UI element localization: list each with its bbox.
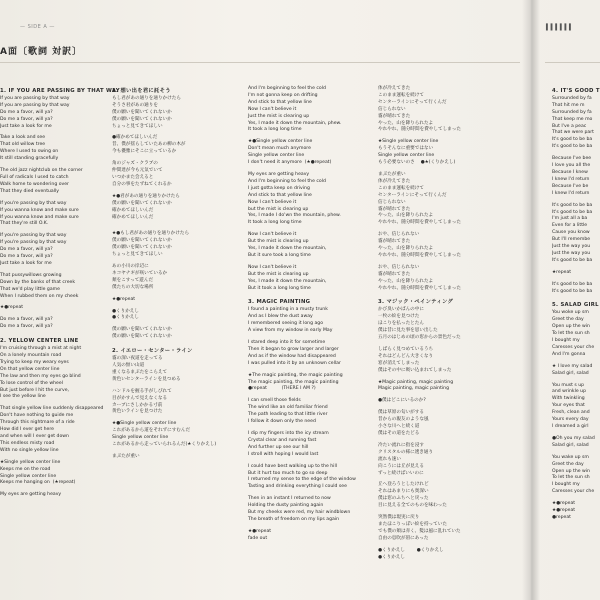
lyric-line: It took a long long time [248,220,302,226]
lyric-line: I knew I'd return [552,176,590,182]
lyric-line: ●くりかえし [112,308,139,314]
lyric-line: Open up the win [552,324,590,330]
song-heading: 4. IT'S GOOD T [552,88,600,94]
lyric-line: With no single yellow line [0,447,59,453]
lyric-line: That single yellow line suddenly disappeared [0,406,104,412]
lyric-line: 目がかすんで見えなくなる [112,395,168,401]
lyric-line: I could have best walking up to the hill [248,463,338,469]
block-gap [248,543,372,548]
lyric-line: ●repeat (THERE I AM ?) [248,386,316,392]
lyric-line: Caresses your che [552,344,595,350]
lyric-line: 角のジャズ・クラブの [112,161,158,167]
lyric-line: Keeps me hanging on (★repeat) [0,480,76,486]
lyric-line: 冷たい流れに指を浸す [378,442,424,448]
lyric-line: Even for a little [552,223,588,229]
lyric-line: My eyes are getting heavy [0,492,62,498]
lyric-line: Take a look and see [0,135,46,141]
block-gap [552,295,600,300]
page-gutter [522,0,540,600]
lyric-line: I bought my [552,338,580,343]
lyrics-column-2 [112,86,238,466]
lyric-line: If you wanna know and make sure [0,214,79,220]
lyric-line: The law and then my eyes go blind [0,373,81,379]
lyric-line: Full of radicals I used to catch [0,174,69,180]
lyric-line: ★●repeat [112,296,136,302]
lyric-line: It's good to be ba [552,202,593,208]
block-gap [552,522,600,527]
lyric-line: Yours every day [552,417,589,423]
lyric-line: やれやれ、随分時間を費やしてしまった [378,252,461,258]
lyric-line: The wind like an old familiar friend [248,405,328,411]
lyric-line: I knew I'd return [552,190,590,196]
lyric-line: 霧が晴れてきた [378,206,411,212]
right-header-code: ▌▌▌▌▌▌ [546,24,574,31]
lyric-line: fade out [248,535,268,541]
lyric-line: 向こうには丘が見える [378,463,424,469]
lyric-line: Where I used to swing on [0,149,59,155]
lyric-line: Fresh, clean and [552,410,590,416]
lyric-line: But it took a long long time [248,285,311,291]
lyric-line: 僕の願いを聞いてくれないか [112,245,172,251]
lyric-line: Salad girl, salad [552,370,589,376]
lyric-line: ちょっと見てきてほしい [112,123,163,129]
lyric-line: If you're passing by that way [0,240,67,246]
lyric-line: A view from my window in early May [248,328,333,334]
lyric-line: Magic painting, magic painting [378,386,449,392]
lyric-line: 重くなるまぶたをこらえて [112,369,168,375]
lyric-line: On a lonely mountain road [0,353,62,358]
lyric-line: やれやれ、随分時間を費やしてしまった [378,127,461,133]
lyric-line: そうさ君があの通りを [112,102,158,108]
lyric-line: And I'm beginning to feel the cold [248,178,326,184]
lyric-line: おや、信じられない [378,264,420,270]
lyric-line: ●確かめてほしいんだ [112,135,158,141]
song-heading: 2. イエロー・センター・ライン [112,348,193,355]
lyric-line: 体が冷えてきた [378,86,411,91]
lyric-line: やれやれ、随分時間を費やしてしまった [378,220,461,226]
lyric-line: That they're still O.K. [0,221,49,227]
lyric-line: That keep me mo [552,116,593,122]
lyric-line: But I'll remembe [552,237,591,243]
lyric-line: Single yellow center line [0,473,57,479]
lyric-line: でも僕の頬は赤く、髪は風に乱れていた [378,528,461,534]
lyric-line: 僕の願いを聞いてくれないか [112,334,172,340]
lyric-line: I returned my sense to the edge of the window [248,477,356,483]
lyric-line: 一枚の絵を見つけた [378,314,420,320]
lyric-line: I don't need it anymore (★●repeat) [248,160,332,166]
lyric-line: If you are passing by that way [0,102,70,108]
lyric-line: But it sure took a long time [248,252,311,258]
lyric-line: The magic painting, the magic painting [248,379,339,385]
lyric-line: ★●君があの通りを通りかけたら [112,193,180,199]
lyric-line: このまま運転を続けて [378,92,424,98]
song-heading: 2. YELLOW CENTER LINE [0,338,79,345]
lyric-line: Now I can't believe it [248,106,297,112]
lyric-line: Through this nightmare of a ride [0,420,75,426]
lyric-line: 突然僕は現実に戻り [378,515,420,521]
lyric-line: やった、山を降りられたよ [378,120,434,126]
lyric-line: 五月のはじめの頃の窓からの景色だった [378,335,461,340]
lyric-line: Because I've be [552,183,589,189]
lyric-line: Do me a favor, will ya? [0,247,53,253]
lyric-line: I can smell those fields [248,398,301,404]
lyric-line: ●くりかえし [378,554,405,560]
lyric-line: and when will I ever get down [0,433,69,439]
lyric-line: ●くりかえし ●くりかえし [378,547,444,553]
lyric-line: Yes, I made it down the mountain, phew. [248,120,342,126]
lyrics-column-3 [248,86,372,548]
lyric-line: The path leading to that little river [248,412,328,418]
lyric-line: Walk home to wondering over [0,181,69,187]
lyric-line: You woke up sm [552,310,589,316]
lyric-line: Keeps me on the road [0,466,51,472]
lyric-line: Just take a look for me [0,123,52,129]
lyric-line: ●Oh you my salad [552,435,595,441]
lyric-line: That pussywillows growing [0,272,62,278]
lyric-line: 僕はその中に吸い込まれてしまった [378,367,452,373]
lyric-line: Don't mean much anymore [248,146,311,152]
lyric-line: Just the mist is clearing up [248,113,310,119]
lyric-line: センターラインにそって行くんだ [378,99,447,105]
lyric-line: You wake up sm [552,454,589,460]
lyric-line: 窓が消えてしまった [378,360,420,366]
lyric-line: 僕の願いを聞いてくれないか [112,327,172,333]
lyric-line: ★●repeat [552,501,576,507]
lyric-line: まぶたが重い [378,171,406,177]
lyric-line: あの小川の岸辺に [112,264,149,270]
lyric-line: My eyes are getting heavy [248,171,310,177]
lyric-line: Because I knew [552,169,588,175]
lyric-line: やった、山を降りられたよ [378,246,434,252]
lyric-line: Yes, I made I do'wn the mountain, phew. [248,213,341,219]
lyric-line: ★●repeat [552,508,576,514]
lyric-line: Then it began to grow larger and larger [248,346,339,352]
lyric-line: これがあるから走っていられるんだ(★くりかえし) [112,442,217,448]
lyric-line: 自分の事をたずねてくれるか [112,181,172,187]
lyric-line: 僕は窓のふちへと戻った [378,496,429,502]
lyric-line: Because I've bee [552,156,592,162]
song-heading: 1. 想い出を君に託そう [112,88,171,94]
lyric-line: That they died eventually [0,188,59,194]
lyric-line: ●くりかえし [112,315,139,321]
lyric-line: ●僕はどこにいるのか? [378,398,426,404]
lyric-line: ★●Single yellow center line [248,139,313,145]
lyric-line: Do me a favor, will ya? [0,109,53,115]
lyric-line: It's good to be ba [552,144,593,150]
lyric-line: That old willow tree [0,142,46,148]
lyric-line: Tasting and drinking everything I could see [248,484,347,490]
lyric-line: But just before I hit the curve, [0,387,70,393]
lyric-line: Yes, I made it down the mountain, [248,278,327,284]
lyric-line: Greet the day [552,461,584,467]
lyric-line: もう必要ないのさ ●★(くりかえし) [378,160,456,166]
lyric-line: I dreamed a girl [552,423,589,429]
lyric-line: クリスタルの様に透き通り [378,449,434,455]
lyric-line: 僕の願いを聞いてくれないか [112,238,172,244]
lyric-line: センターラインにそって行くんだ [378,192,447,198]
lyric-line: It still standing gracefully [0,156,59,162]
lyric-line: I remembered seeing it long ago [248,321,324,327]
lyric-line: It's good to be ba [552,209,593,215]
lyric-line: 黄色いセンターラインを見つめる [112,376,181,382]
lyric-line: I stroll with hoping I would last [248,451,319,457]
lyric-line: Single yellow center line [378,153,435,159]
lyric-line: and wrinkle up [552,389,586,395]
lyric-line: ★●repeat [248,528,272,534]
lyric-line: It's good to be ba [552,288,593,294]
lyric-line: but the mist is clearing up [248,206,309,212]
lyric-line: I dip my fingers into the icy stream [248,430,329,436]
lyric-line: I'm not gonna keep on drifting [248,92,318,98]
lyric-line: まぶたが重い [112,453,140,459]
lyric-line: But I've a peac [552,123,587,129]
lyric-line: Do me a favor, will ya? [0,324,53,330]
lyrics-column-4 [378,86,502,566]
lyric-line: Caresses your che [552,489,595,495]
lyric-line: I bought my [552,482,580,488]
lyric-line: 自由の息吹が唇にあった [378,535,429,541]
lyric-line: ★ I love my salad [552,363,593,369]
block-gap [378,292,502,297]
song-heading: 1. IF YOU ARE PASSING BY THAT WAY [0,88,120,94]
lyric-line: ハンドルを握る手がしびれて [112,388,172,394]
lyric-line: ★●もし君があの通りを通りかけたら [112,231,190,237]
lyric-line: Holding the dusty painting again [248,503,324,509]
lyric-line: それはあまりにも奥深い [378,489,429,495]
lyric-line: That hit me m [552,102,585,108]
lyric-line: If you are passing by that way [0,95,70,101]
lyric-line: もうそんなに重要ではない [378,146,434,152]
lyric-line: 信じられない [378,199,406,205]
lyric-line: I was pulled into it by an unknown cellar [248,360,341,366]
lyric-line: Just take a look for me [0,260,52,266]
lyric-line: もし君があの通りを通りかけたら [112,95,181,101]
lyric-line: Do me a favor, will ya? [0,317,53,323]
lyric-line: How did I ever get here [0,427,54,433]
lyric-line: 霧の深い夜道を走ってる [112,356,163,362]
lyric-line: That we were part [552,130,594,136]
lyric-line: It's good to be ba [552,257,593,263]
lyric-line: 体が冷えてきた [378,178,411,184]
lyric-line: Open up the win [552,468,590,474]
lyric-line: I'm just all a ba [552,216,588,222]
block-gap [0,331,112,336]
lyric-line: 人気の無い山道 [112,363,145,368]
lyric-line: 僕の願いを聞いてくれないか [112,116,172,122]
block-gap [248,292,372,297]
lyric-line: 霧が晴れてきた [378,113,411,119]
lyric-line: 霧が晴れてきた [378,271,411,277]
lyric-line: ★Single yellow center line [0,459,61,465]
lyric-line: If you wanna know and make sure [0,207,79,213]
block-gap [112,461,238,466]
lyric-line: But it hurt too much to go so deep [248,470,328,476]
lyric-line: ほこりを払ったとたん [378,321,424,327]
lyric-line: Surrounded by fa [552,95,592,101]
lyric-line: やれやれ、随分時間を費やしてしまった [378,285,461,291]
lyric-line: I see the yellow line [0,394,46,400]
lyric-line: ●repeat [552,514,571,520]
lyric-line: And as if the window had disappeared [248,353,336,359]
lyric-line: またほこりっぽい絵を持っていた [378,521,447,527]
lyric-line: カーブにさしかかる寸前 [112,402,163,408]
lyric-line: かび臭いかばんの中に [378,307,424,313]
lyric-line: Yes, I made it down the mountain, [248,246,327,252]
lyric-line: I just gotta keep on driving [248,185,310,191]
lyric-line: And further up see our hill [248,444,309,450]
header-note: — SIDE A — [20,24,55,30]
lyric-line: Just the way you [552,244,591,250]
lyric-line: Now I can't believe it [248,199,297,205]
lyric-line: But my cheeks were red, my hair windblown [248,510,351,516]
lyric-line: 目に見える全てのものを味わった [378,503,447,509]
lyric-line: ずっと続けばいいのに [378,470,424,476]
lyric-line: This endless misty road [0,440,55,446]
lyric-line: The old jazz nightclub on the corner [0,168,83,174]
lyric-line: I found a painting in a musty trunk [248,307,328,313]
lyric-line: To let the sun sh [552,331,590,337]
song-heading: 3. マジック・ペインティング [378,299,454,306]
lyric-line: It's good to be ba [552,137,593,143]
lyric-line: 頬をこすって遊んだ [112,277,154,283]
lyric-line: 僕の願いを聞いてくれないか [112,109,172,115]
lyric-line: When I rubbed them on my cheek [0,293,79,299]
lyric-line: Then in an instant I returned to now [248,496,331,502]
lyric-line: いつかまた会えると [112,174,154,180]
lyric-line: But the mist is clearing up [248,239,309,245]
lyric-line: It's good to be ba [552,281,593,287]
lyric-line: Down by the banks of that creek [0,279,76,285]
lyric-line: ★●repeat [0,305,24,311]
lyric-line: 今も優雅にそこに立っているか [112,149,177,155]
lyric-line: 僕はその道をたどる [378,430,420,436]
lyric-line: And as I blew the dust away [248,314,313,320]
lyric-line: ★Single yellow center line [378,139,439,145]
lyric-line: 流れも速い [378,456,401,462]
lyric-line: 黄色いラインを見つけた [112,409,163,415]
lyric-line: ★Magic painting, magic painting [378,379,454,385]
lyric-line: 信じられない [378,106,406,112]
lyric-line: It took a long long time [248,127,302,133]
lyric-line: ★repeat [552,269,572,275]
block-gap [0,499,112,504]
lyric-line: Do me a favor, will ya? [0,116,53,122]
lyric-line: やった、山を降りられたよ [378,278,434,284]
lyric-line: And I'm beginning to feel the cold [248,86,326,91]
lyric-line: If you're passing by that way [0,233,67,239]
lyrics-column-5 [552,86,600,527]
lyric-line: Do me a favor, will ya? [0,254,53,260]
lyrics-column-1 [0,86,120,504]
lyric-line: If you're passing by that way [0,200,67,206]
lyric-line: ネコヤナギが咲いているか [112,270,168,276]
lyric-line: 丘へ登ろうとしたけれど [378,482,429,488]
lyric-line: I love you all the [552,163,591,169]
block-gap [112,341,238,346]
header-rule [0,62,520,63]
lyric-line: それはどんどん大きくなり [378,353,434,359]
lyric-line: On that yellow center line [0,366,60,372]
lyric-line: Now I can't believe it [248,232,297,238]
lyric-line: Don't have nothing to guide me [0,413,74,419]
lyric-line: やった、山を降りられたよ [378,213,434,219]
lyric-line: Salad girl, salad [552,442,589,448]
lyric-line: And I'm gonna [552,351,586,357]
lyric-line: このまま運転を続けて [378,185,424,191]
lyric-line: Greet the day [552,317,584,323]
lyric-line: 仲間達が今も元気でいて [112,168,163,174]
lyric-line: おや、信じられない [378,232,420,238]
lyric-line: 確かめてほしいんだ [112,207,154,213]
lyric-line: Just the way you [552,250,591,256]
lyric-line: Your eyes that [552,403,585,409]
lyric-line: 確かめてほしいんだ [112,214,154,220]
song-heading: 3. MAGIC PAINTING [248,299,311,306]
lyric-line: I follow it down only the need [248,419,316,425]
lyric-line: ★●Single yellow center line [112,421,177,427]
lyric-line: 昔、僕が揺らしていたあの柳の木が [112,142,186,148]
lyric-line: 僕は草原の匂いがする [378,410,424,416]
lyric-line: To lose control of the wheel [0,380,63,386]
lyric-line: And stick to that yellow line [248,192,312,198]
lyric-line: ちょっと見てきてほしい [112,252,163,258]
lyric-line: I stared deep into it for sometime [248,340,326,345]
lyric-line: ★The magic painting, the magic painting [248,372,343,378]
lyric-line: Crystal clear and running fast [248,437,317,443]
lyric-line: Single yellow center line [112,435,169,441]
lyric-line: 小さな川へと続く道 [378,424,420,430]
lyric-line: 昔からの親友のような風 [378,417,429,423]
lyric-line: Cause you know [552,230,590,236]
lyric-line: 霧が晴れてきた [378,239,411,245]
lyric-line: Single yellow center line [248,153,305,159]
lyric-line: The breath of freedom on my lips again [248,516,340,522]
lyric-line: 僕たちの大切な場所 [112,284,154,290]
lyric-line: And stick to that yellow line [248,99,312,105]
lyric-line: To let the sun sh [552,475,590,481]
lyric-line: I'm cruising through a mist at night [0,346,82,352]
side-title: A面〔歌詞 対訳〕 [0,47,83,57]
song-heading: 5. SALAD GIRL [552,302,599,309]
lyric-line: Now I can't believe it [248,264,297,270]
lyric-line: 僕は昔に見た事を思い出した [378,328,438,334]
lyric-line: Trying to keep my weary eyes [0,359,69,365]
lyric-line: You must s up [552,382,585,388]
lyric-line: 僕の願いを聞いてくれないか [112,200,172,206]
lyric-line: これがあるから道をそれずにすむんだ [112,428,191,434]
lyric-line: しばらく見つめているうち [378,346,434,352]
lyric-line: With twinkling [552,396,585,402]
lyric-line: That we'd play little game [0,286,60,292]
header-rule-right [545,62,600,63]
lyric-line: Surrounded by fa [552,109,592,115]
lyric-line: But the mist is clearing up [248,271,309,277]
block-gap [378,561,502,566]
